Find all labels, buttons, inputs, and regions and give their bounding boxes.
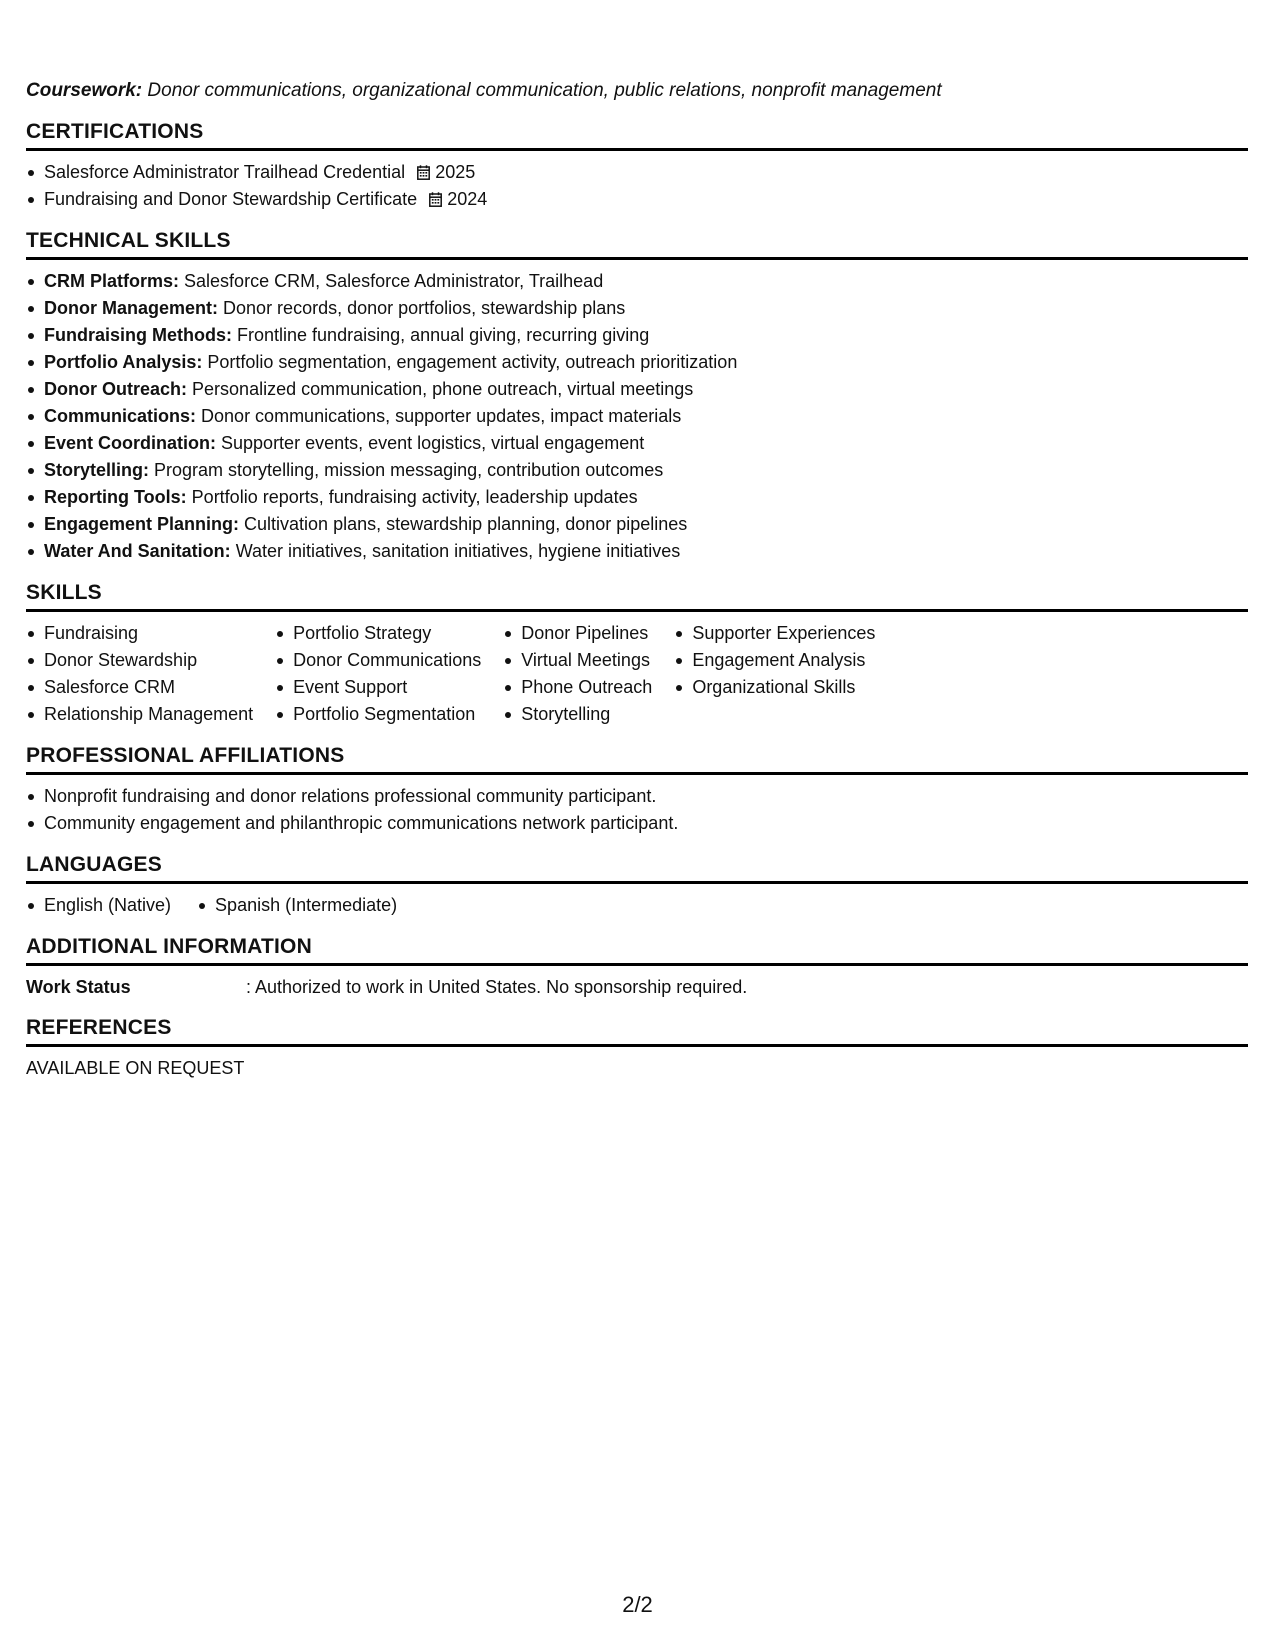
- technical-skill-label: Donor Outreach:: [44, 379, 188, 399]
- language-item: English (Native): [26, 892, 171, 919]
- technical-skill-item: [26, 511, 1248, 538]
- skill-item: Portfolio Segmentation: [275, 701, 481, 728]
- work-status-value: : Authorized to work in United States. No sponsorship required.: [246, 977, 748, 997]
- coursework-line: [26, 78, 1248, 104]
- technical-skill-label: Engagement Planning:: [44, 514, 240, 534]
- affiliations-section: [26, 744, 1248, 837]
- languages-row: [26, 892, 1248, 919]
- certification-item: [26, 186, 1248, 213]
- technical-skills-heading: TECHNICAL SKILLS: [26, 229, 1248, 260]
- technical-skill-item: [26, 268, 1248, 295]
- skill-item: Fundraising: [26, 620, 253, 647]
- technical-skill-value: Portfolio reports, fundraising activity, leadership updates: [191, 487, 638, 507]
- languages-heading: LANGUAGES: [26, 853, 1248, 884]
- skill-item: Portfolio Strategy: [275, 620, 481, 647]
- skills-column-3: [503, 620, 652, 728]
- technical-skill-item: [26, 376, 1248, 403]
- languages-list-1: [26, 892, 197, 919]
- technical-skill-value: Donor records, donor portfolios, stewardship plans: [223, 298, 626, 318]
- certification-name: Fundraising and Donor Stewardship Certificate: [44, 189, 418, 209]
- technical-skill-item: [26, 457, 1248, 484]
- work-status-row: [26, 974, 1248, 1000]
- technical-skill-value: Portfolio segmentation, engagement activity, outreach prioritization: [207, 352, 738, 372]
- certification-year: 2024: [447, 189, 488, 209]
- coursework-label: Coursework:: [26, 80, 143, 101]
- skill-item: Organizational Skills: [674, 674, 875, 701]
- skill-item: Engagement Analysis: [674, 647, 875, 674]
- skills-column-1: [26, 620, 253, 728]
- skill-item: Phone Outreach: [503, 674, 652, 701]
- skill-item: Virtual Meetings: [503, 647, 652, 674]
- technical-skill-label: Water And Sanitation:: [44, 541, 231, 561]
- skill-item: Donor Pipelines: [503, 620, 652, 647]
- certification-year: 2025: [435, 162, 476, 182]
- references-section: [26, 1016, 1248, 1081]
- references-heading: REFERENCES: [26, 1016, 1248, 1047]
- languages-section: [26, 853, 1248, 919]
- affiliation-item: Community engagement and philanthropic communications network participant.: [26, 810, 1248, 837]
- technical-skill-item: [26, 403, 1248, 430]
- technical-skill-label: Portfolio Analysis:: [44, 352, 203, 372]
- work-status-label: Work Status: [26, 977, 131, 997]
- technical-skill-value: Program storytelling, mission messaging, contribution outcomes: [154, 460, 664, 480]
- technical-skill-item: [26, 538, 1248, 565]
- technical-skill-label: Reporting Tools:: [44, 487, 187, 507]
- skills-section: [26, 581, 1248, 728]
- skill-item: Supporter Experiences: [674, 620, 875, 647]
- technical-skill-value: Water initiatives, sanitation initiatives, hygiene initiatives: [235, 541, 681, 561]
- skill-item: Salesforce CRM: [26, 674, 253, 701]
- skills-grid: [26, 620, 1248, 728]
- certifications-list: [26, 159, 1248, 213]
- languages-list-2: [197, 892, 423, 919]
- technical-skill-value: Frontline fundraising, annual giving, recurring giving: [237, 325, 650, 345]
- technical-skill-value: Cultivation plans, stewardship planning, donor pipelines: [244, 514, 688, 534]
- technical-skill-item: [26, 295, 1248, 322]
- affiliation-item: Nonprofit fundraising and donor relations professional community participant.: [26, 783, 1248, 810]
- certifications-heading: CERTIFICATIONS: [26, 120, 1248, 151]
- page-number: 2/2: [622, 1592, 653, 1617]
- technical-skill-label: Event Coordination:: [44, 433, 216, 453]
- affiliations-list: [26, 783, 1248, 837]
- technical-skill-label: Storytelling:: [44, 460, 150, 480]
- skills-column-2: [275, 620, 481, 728]
- calendar-icon: [417, 165, 430, 180]
- technical-skill-item: [26, 484, 1248, 511]
- technical-skill-item: [26, 430, 1248, 457]
- skills-column-4: [674, 620, 875, 728]
- certification-name: Salesforce Administrator Trailhead Credential: [44, 162, 406, 182]
- coursework-text: Donor communications, organizational communication, public relations, nonprofit management: [147, 80, 942, 101]
- resume-page: [26, 78, 1248, 1097]
- skill-item: Donor Stewardship: [26, 647, 253, 674]
- technical-skill-item: [26, 349, 1248, 376]
- affiliations-heading: PROFESSIONAL AFFILIATIONS: [26, 744, 1248, 775]
- additional-info-heading: ADDITIONAL INFORMATION: [26, 935, 1248, 966]
- skills-heading: SKILLS: [26, 581, 1248, 612]
- technical-skills-section: [26, 229, 1248, 565]
- additional-info-section: [26, 935, 1248, 1000]
- technical-skill-value: Salesforce CRM, Salesforce Administrator, Trailhead: [184, 271, 604, 291]
- skill-item: Relationship Management: [26, 701, 253, 728]
- technical-skill-value: Supporter events, event logistics, virtual engagement: [221, 433, 645, 453]
- skill-item: Donor Communications: [275, 647, 481, 674]
- technical-skill-value: Personalized communication, phone outreach, virtual meetings: [192, 379, 694, 399]
- certification-item: [26, 159, 1248, 186]
- references-text: AVAILABLE ON REQUEST: [26, 1058, 245, 1078]
- certifications-section: [26, 120, 1248, 213]
- technical-skill-label: Fundraising Methods:: [44, 325, 232, 345]
- technical-skill-item: [26, 322, 1248, 349]
- language-item: Spanish (Intermediate): [197, 892, 397, 919]
- technical-skill-label: Donor Management:: [44, 298, 219, 318]
- technical-skill-label: Communications:: [44, 406, 197, 426]
- calendar-icon: [429, 192, 442, 207]
- technical-skill-value: Donor communications, supporter updates, impact materials: [201, 406, 682, 426]
- technical-skill-label: CRM Platforms:: [44, 271, 180, 291]
- skill-item: Storytelling: [503, 701, 652, 728]
- technical-skills-list: [26, 268, 1248, 565]
- skill-item: Event Support: [275, 674, 481, 701]
